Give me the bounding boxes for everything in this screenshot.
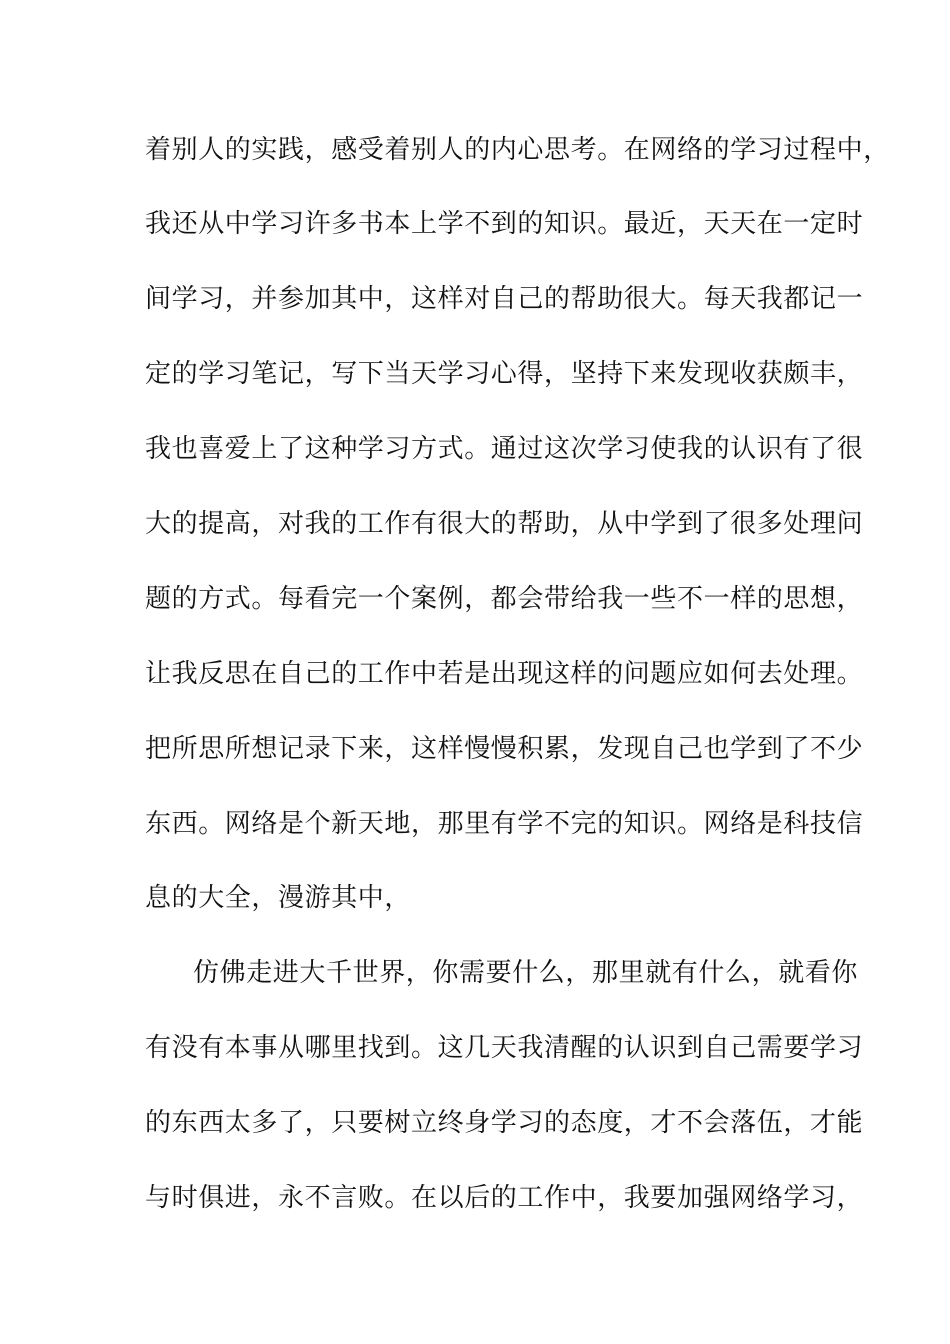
text-line: 我也喜爱上了这种学习方式。通过这次学习使我的认识有了很 [145,434,864,464]
paragraph-first-line: 仿佛走进大千世界，你需要什么，那里就有什么，就看你 [193,958,859,988]
text-line: 的东西太多了，只要树立终身学习的态度，才不会落伍，才能 [145,1108,864,1138]
text-line: 与时俱进，永不言败。在以后的工作中，我要加强网络学习， [145,1183,864,1213]
text-line: 把所思所想记录下来，这样慢慢积累，发现自己也学到了不少 [145,734,864,764]
text-line: 题的方式。每看完一个案例，都会带给我一些不一样的思想， [145,584,864,614]
text-line: 有没有本事从哪里找到。这几天我清醒的认识到自己需要学习 [145,1033,864,1063]
text-line: 息的大全，漫游其中， [145,883,412,913]
text-line: 着别人的实践，感受着别人的内心思考。在网络的学习过程中， [145,135,890,165]
text-line: 我还从中学习许多书本上学不到的知识。最近，天天在一定时 [145,209,864,239]
text-line: 东西。网络是个新天地，那里有学不完的知识。网络是科技信 [145,809,864,839]
text-line: 大的提高，对我的工作有很大的帮助，从中学到了很多处理问 [145,509,864,539]
text-line: 定的学习笔记，写下当天学习心得，坚持下来发现收获颇丰， [145,359,864,389]
text-line: 间学习，并参加其中，这样对自己的帮助很大。每天我都记一 [145,284,864,314]
text-line: 让我反思在自己的工作中若是出现这样的问题应如何去处理。 [145,659,864,689]
